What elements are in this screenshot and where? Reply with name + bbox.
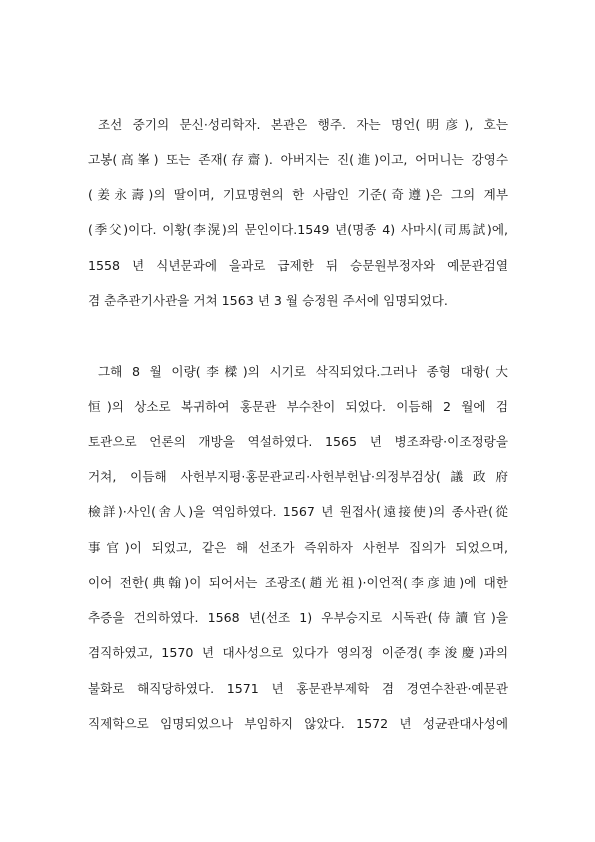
text-line: 그해 8 월 이량(李樑)의 시기로 삭직되었다.그러나 종형 대항(大	[98, 364, 508, 379]
text-line: 1558 년 식년문과에 을과로 급제한 뒤 승문원부정자와 예문관검열	[88, 258, 508, 273]
text-line: (姜永壽)의 딸이며, 기묘명현의 한 사람인 기준(奇遵)은 그의 계부	[88, 187, 508, 202]
text-line: 檢詳)·사인(舍人)을 역임하였다. 1567 년 원접사(遠接使)의 종사관(從	[88, 504, 508, 519]
text-line: 불화로 해직당하였다. 1571 년 홍문관부제학 겸 경연수찬관·예문관	[88, 681, 508, 696]
text-line: 이어 전한(典翰)이 되어서는 조광조(趙光祖)·이언적(李彦迪)에 대한	[88, 575, 508, 590]
text-line: 겸직하였고, 1570 년 대사성으로 있다가 영의정 이준경(李浚慶)과의	[88, 645, 508, 660]
text-line: 恒)의 상소로 복귀하여 홍문관 부수찬이 되었다. 이듬해 2 월에 검	[88, 399, 508, 414]
text-line: 겸 춘추관기사관을 거쳐 1563 년 3 월 승정원 주서에 임명되었다.	[88, 293, 448, 308]
text-line: 추증을 건의하였다. 1568 년(선조 1) 우부승지로 시독관(侍讀官)을	[88, 610, 508, 625]
text-line: 事官)이 되었고, 같은 해 선조가 즉위하자 사헌부 집의가 되었으며,	[88, 540, 508, 555]
text-line: 고봉(高峯) 또는 존재(存齋). 아버지는 진(進)이고, 어머니는 강영수	[88, 152, 508, 167]
text-line: 조선 중기의 문신·성리학자. 본관은 행주. 자는 명언(明彦), 호는	[98, 117, 508, 132]
text-line: 직제학으로 임명되었으나 부임하지 않았다. 1572 년 성균관대사성에	[88, 716, 508, 731]
text-line: 토관으로 언론의 개방을 역설하였다. 1565 년 병조좌랑·이조정랑을	[88, 434, 508, 449]
text-line: 거쳐, 이듬해 사헌부지평·홍문관교리·사헌부헌납·의정부검상(議政府	[88, 469, 508, 484]
text-line: (季父)이다. 이황(李滉)의 문인이다.1549 년(명종 4) 사마시(司馬試)에,	[88, 222, 508, 237]
